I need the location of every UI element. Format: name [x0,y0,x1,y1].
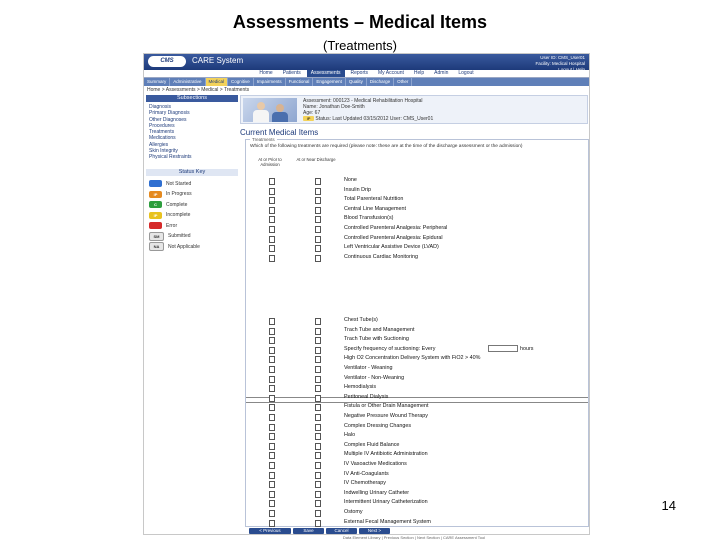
top-nav-item[interactable]: Reports [350,70,369,76]
treatment-row [246,402,588,412]
admission-checkbox[interactable] [269,500,275,507]
resident-header [240,95,588,124]
treatment-label: Peritoneal Dialysis [344,393,389,400]
treatment-row [246,234,588,244]
treatment-row [246,374,588,384]
top-nav-item[interactable]: Patients [282,70,301,76]
discharge-checkbox[interactable] [315,414,321,421]
sidebar-item[interactable]: Allergies [149,141,169,148]
fieldset-legend: Treatments [252,137,275,142]
discharge-checkbox[interactable] [315,520,321,527]
section-tabs [144,78,589,86]
status-badge-icon [149,222,162,229]
page-number: 14 [661,498,676,513]
admission-checkbox[interactable] [269,178,275,185]
resident-photo [243,98,297,122]
status-key-row [146,221,238,232]
tab-impairments[interactable]: Impairments [254,78,286,86]
treatment-row [246,479,588,489]
discharge-checkbox[interactable] [315,226,321,233]
top-nav-item[interactable]: Logout [458,70,474,76]
sidebar-item[interactable]: Primary Diagnosis [149,110,190,117]
treatment-row [246,364,588,374]
slide-title: Assessments – Medical Items [232,12,488,32]
suction-hours-label: hours [520,345,534,352]
discharge-checkbox[interactable] [315,236,321,243]
status-key-heading: Status Key [146,169,238,176]
treatment-label: IV Anti-Coagulants [344,470,389,477]
treatment-row [246,253,588,263]
previous-button[interactable]: < Previous [249,528,291,534]
tab-other[interactable]: Other [394,78,412,86]
resident-status-text: Status: Last Updated 03/15/2012 User: CMS_User01 [315,116,434,122]
treatment-label: Chest Tube(s) [344,317,378,323]
admission-checkbox[interactable] [269,462,275,469]
sidebar-item[interactable]: Other Diagnoses [149,116,187,123]
admission-checkbox[interactable] [269,510,275,517]
admission-checkbox[interactable] [269,255,275,262]
admission-checkbox[interactable] [269,472,275,479]
discharge-checkbox[interactable] [315,318,321,325]
admission-checkbox[interactable] [269,188,275,195]
treatment-label: None [344,177,357,183]
discharge-checkbox[interactable] [315,500,321,507]
treatment-label: Central Line Management [344,205,407,212]
treatment-row [246,441,588,451]
treatment-row [246,460,588,470]
discharge-checkbox[interactable] [315,207,321,214]
status-badge-icon: NA [149,242,164,251]
sidebar [146,95,238,315]
admission-checkbox[interactable] [269,226,275,233]
discharge-checkbox[interactable] [315,462,321,469]
discharge-checkbox[interactable] [315,443,321,450]
top-nav-item[interactable]: Help [413,70,425,76]
treatment-row [246,335,588,345]
tab-functional[interactable]: Functional [286,78,314,86]
treatment-label: External Fecal Management System [344,518,431,525]
admission-checkbox[interactable] [269,443,275,450]
treatment-row [246,224,588,234]
treatment-row [246,383,588,393]
discharge-checkbox[interactable] [315,510,321,517]
discharge-checkbox[interactable] [315,347,321,354]
status-key-label: In Progress [166,191,192,198]
discharge-checkbox[interactable] [315,424,321,431]
treatment-row [246,316,588,326]
admission-checkbox[interactable] [269,452,275,459]
resident-name: Name: Jonathan Doe-Smith [303,104,365,110]
sidebar-item[interactable]: Procedures [149,122,175,129]
treatment-label: Trach Tube and Management [344,326,415,333]
discharge-checkbox[interactable] [315,197,321,204]
sidebar-item[interactable]: Treatments [149,129,175,136]
treatment-label: High O2 Concentration Delivery System with FiO2 > 40% [344,355,481,362]
admission-checkbox[interactable] [269,347,275,354]
treatment-label: Continuous Cardiac Monitoring [344,253,419,260]
admission-checkbox[interactable] [269,236,275,243]
treatment-label: Trach Tube with Suctioning [344,336,409,343]
status-key-label: Error [166,222,178,229]
discharge-checkbox[interactable] [315,356,321,363]
treatment-label: IV Vasoactive Medications [344,461,407,467]
resident-age: Age: 67 [303,110,321,116]
status-badge-icon: SM [149,232,164,241]
treatments-fieldset [245,139,589,527]
discharge-checkbox[interactable] [315,245,321,252]
admission-checkbox[interactable] [269,520,275,527]
sidebar-heading: Subsections [146,95,238,102]
treatment-row [246,195,588,205]
discharge-checkbox[interactable] [315,328,321,335]
status-badge-icon [149,180,162,187]
discharge-checkbox[interactable] [315,366,321,373]
top-nav-item[interactable]: Admin [434,70,449,76]
footer-links: Data Element Library | Previous Section | Next Section | CARE Assessment Tool [342,535,486,540]
status-key-label: Complete [166,201,188,208]
admission-checkbox[interactable] [269,207,275,214]
tab-cognitive[interactable]: Cognitive [228,78,254,86]
sidebar-item[interactable]: Medications [149,135,176,142]
treatment-label: Insulin Drip [344,186,371,193]
next-button[interactable]: Next > [359,528,390,534]
admission-checkbox[interactable] [269,491,275,498]
top-nav-item[interactable]: Assessments [307,70,345,77]
treatment-row [246,345,588,355]
treatment-label: Ventilator - Non-Weaning [344,374,405,381]
discharge-checkbox[interactable] [315,385,321,392]
discharge-checkbox[interactable] [315,481,321,488]
treatment-label: Controlled Parenteral Analgesia: Epidural [344,234,443,241]
user-info-line: User ID: CMS_User01 [540,55,585,60]
resident-assessment: Assessment: 000123 - Medical Rehabilitation Hospital [303,98,423,104]
discharge-checkbox[interactable] [315,404,321,411]
treatment-label: Hemodialysis [344,384,377,391]
admission-checkbox[interactable] [269,395,275,402]
app-name: CARE System [192,56,244,65]
tab-discharge[interactable]: Discharge [367,78,394,86]
discharge-checkbox[interactable] [315,188,321,195]
status-key-label: Incomplete [166,212,191,219]
admission-checkbox[interactable] [269,356,275,363]
top-nav-item[interactable]: My Account [378,70,404,76]
discharge-checkbox[interactable] [315,395,321,402]
treatment-label: Ventilator - Weaning [344,365,393,371]
treatment-label: Specify frequency of suctioning: Every [344,345,436,352]
suction-frequency-input[interactable] [488,345,518,352]
discharge-checkbox[interactable] [315,452,321,459]
status-badge: IP [303,116,314,121]
sidebar-item[interactable]: Physical Restraints [149,154,192,161]
admission-checkbox[interactable] [269,433,275,440]
discharge-checkbox[interactable] [315,376,321,383]
treatment-row [246,186,588,196]
treatment-row [246,470,588,480]
treatment-label: Indwelling Urinary Catheter [344,489,410,496]
admission-checkbox[interactable] [269,414,275,421]
admission-checkbox[interactable] [269,385,275,392]
treatment-row [246,243,588,253]
treatment-row [246,354,588,364]
treatment-label: Halo [344,432,356,439]
treatment-label: Negative Pressure Wound Therapy [344,413,428,419]
cms-logo: CMS [148,56,186,67]
treatment-row [246,422,588,432]
admission-checkbox[interactable] [269,328,275,335]
treatment-label: Total Parenteral Nutrition [344,196,404,203]
treatment-row [246,205,588,215]
treatment-row [246,431,588,441]
admission-checkbox[interactable] [269,245,275,252]
tab-summary[interactable]: Summary [144,78,170,86]
treatment-label: Fistula or Other Drain Management [344,403,429,410]
col-header-admission: At or Prior to Admission [258,157,282,167]
treatment-label: IV Chemotherapy [344,480,386,487]
status-key-row [146,189,238,200]
treatment-label: Complex Dressing Changes [344,422,412,429]
breadcrumb: Home > Assessments > Medical > Treatments [147,87,250,93]
status-key-row [146,200,238,211]
status-key-label: Not Applicable [168,243,200,250]
save-button[interactable]: Save [293,528,324,534]
treatment-label: Left Ventricular Assistive Device (LVAD) [344,244,439,251]
resident-status [303,116,433,122]
admission-checkbox[interactable] [269,404,275,411]
treatment-row [246,412,588,422]
tab-quality[interactable]: Quality [346,78,367,86]
admission-checkbox[interactable] [269,318,275,325]
treatment-row [246,393,588,403]
button-bar [249,528,390,534]
status-key-label: Submitted [168,233,191,240]
sidebar-item[interactable]: Skin Integrity [149,148,178,155]
admission-checkbox[interactable] [269,366,275,373]
status-badge-icon: IP [149,191,162,198]
tab-engagement[interactable]: Engagement [313,78,346,86]
status-key-row [146,231,238,242]
treatment-label: Controlled Parenteral Analgesia: Peripheral [344,225,448,231]
cancel-button[interactable]: Cancel [326,528,357,534]
treatment-label: Intermittent Urinary Catheterization [344,499,428,506]
discharge-checkbox[interactable] [315,178,321,185]
tab-medical[interactable]: Medical [206,78,229,86]
admission-checkbox[interactable] [269,197,275,204]
admission-checkbox[interactable] [269,216,275,223]
discharge-checkbox[interactable] [315,255,321,262]
status-key-label: Not Started [166,180,192,187]
status-key-row [146,179,238,190]
col-header-discharge: At or Near Discharge [296,157,336,162]
user-info-line: Facility: Medical Hospital [535,61,585,66]
app-screenshot [143,53,590,540]
admission-checkbox[interactable] [269,481,275,488]
treatment-row [246,518,588,528]
treatment-row [246,326,588,336]
status-key-row [146,242,238,253]
treatment-label: Complex Fluid Balance [344,441,400,448]
top-nav [144,70,589,78]
treatments-question: Which of the following treatments are required (please note: these are at the time of the discharge assessment or the admission) [250,144,523,149]
treatment-row [246,508,588,518]
suction-frequency [486,345,534,353]
discharge-checkbox[interactable] [315,433,321,440]
admission-checkbox[interactable] [269,337,275,344]
tab-administrative[interactable]: Administrative [170,78,205,86]
treatment-row [246,176,588,186]
discharge-checkbox[interactable] [315,216,321,223]
treatment-row [246,450,588,460]
status-key-row [146,210,238,221]
admission-checkbox[interactable] [269,376,275,383]
sidebar-item[interactable]: Diagnosis [149,104,171,110]
treatment-row [246,214,588,224]
treatment-label: Blood Transfusion(s) [344,215,394,222]
admission-checkbox[interactable] [269,424,275,431]
discharge-checkbox[interactable] [315,491,321,498]
treatment-row [246,498,588,508]
discharge-checkbox[interactable] [315,472,321,479]
treatment-label: Multiple IV Antibiotic Administration [344,451,428,458]
section-title: Current Medical Items [240,128,319,137]
treatment-row [246,489,588,499]
discharge-checkbox[interactable] [315,337,321,344]
status-badge-icon: C [149,201,162,208]
top-nav-item[interactable]: Home [259,70,273,76]
treatment-label: Ostomy [344,509,363,515]
app-banner [144,54,589,70]
status-badge-icon: IP [149,212,162,219]
slide-subtitle: (Treatments) [323,38,397,53]
